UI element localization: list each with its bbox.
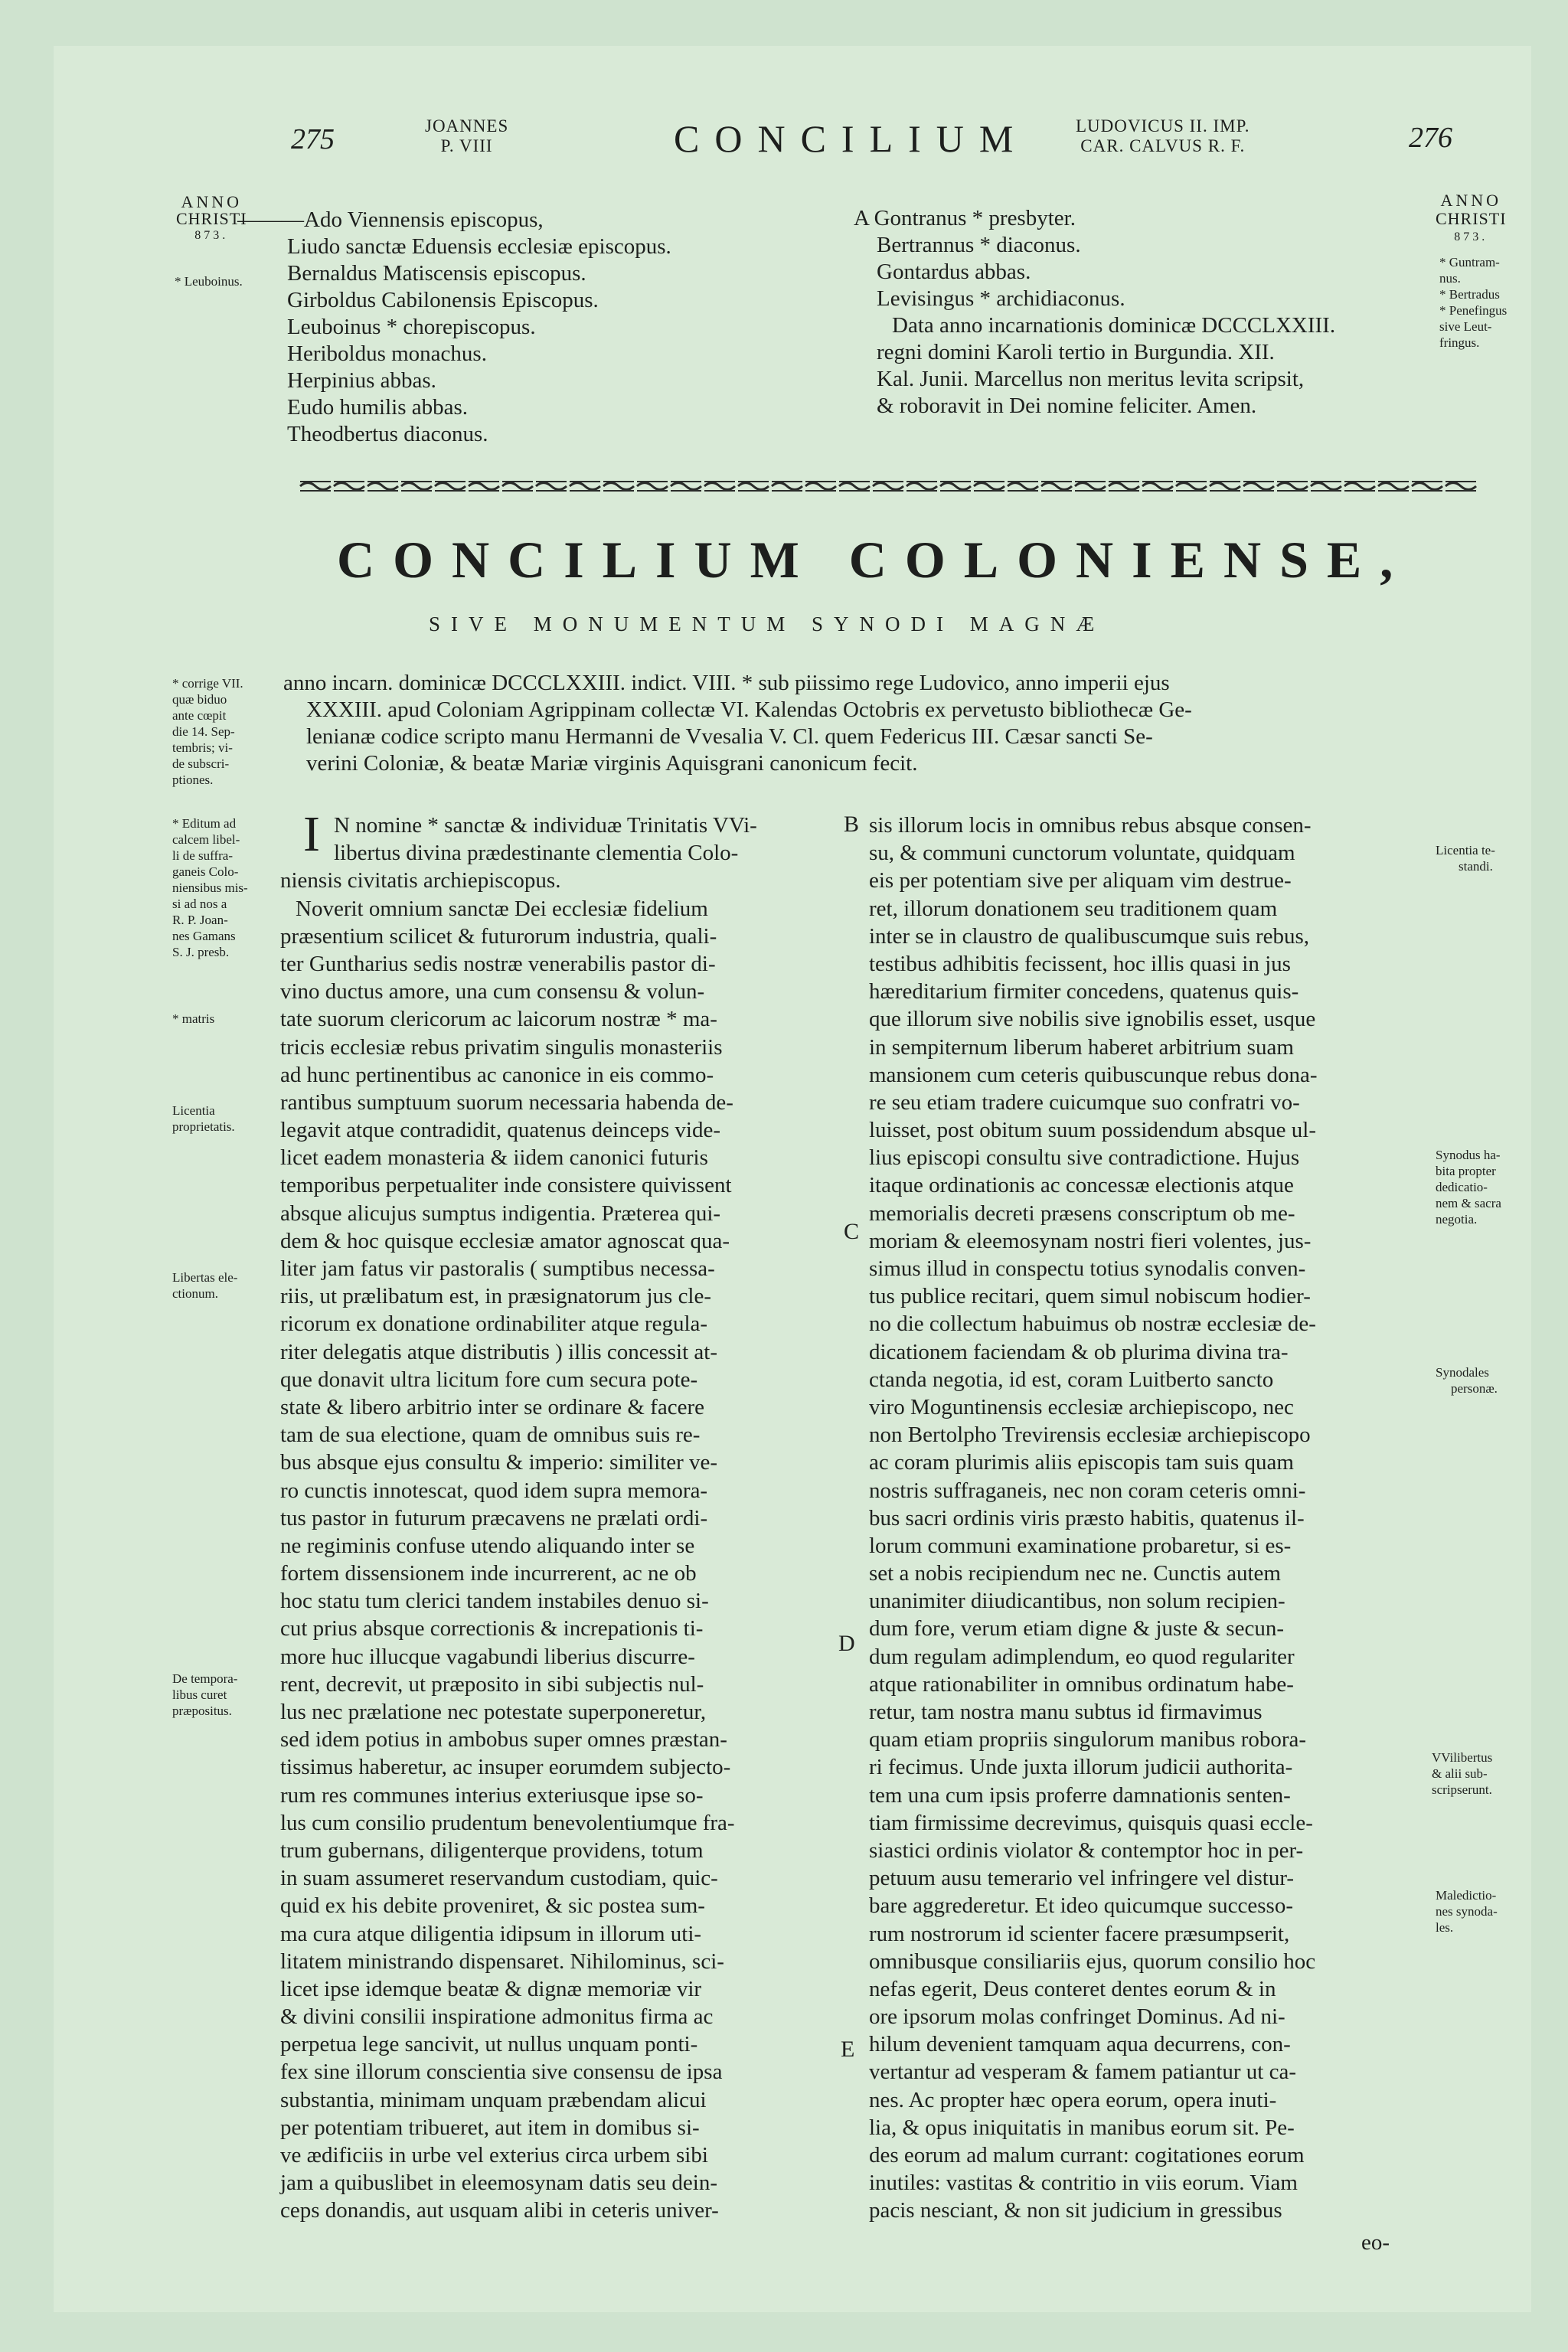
intro-line: verini Coloniæ, & beatæ Mariæ virginis Aquisgrani canonicum fecit. [306, 751, 918, 776]
signatory-line: Theodbertus diaconus. [287, 422, 488, 446]
note-line: dedicatio- [1436, 1180, 1488, 1194]
anno-left-3: 873. [194, 229, 229, 242]
margin-note-licentia-proprietatis [172, 1102, 235, 1135]
page-sheet [54, 46, 1531, 2312]
body-line: riter delegatis atque distributis ) illis concessit at- [280, 1339, 717, 1364]
running-head-left-line-1: JOANNES [425, 116, 509, 136]
margin-note-editum [172, 815, 248, 960]
body-line: vino ductus amore, una cum consensu & volun- [280, 979, 705, 1004]
body-line: ve ædificiis in urbe vel exterius circa urbem sibi [280, 2143, 708, 2167]
margin-note-de-temporalibus [172, 1671, 237, 1719]
body-line: lius episcopi consultu sive contradictione. Hujus [869, 1145, 1300, 1171]
note-line: ante cœpit [172, 708, 227, 723]
body-line: tam de sua electione, quam de omnibus suis re- [280, 1423, 701, 1448]
note-line: si ad nos a [172, 897, 227, 911]
body-line: ceps donandis, aut usquam alibi in ceteris univer- [280, 2198, 719, 2223]
body-line: in sempiternum liberum haberet arbitrium suam [869, 1034, 1294, 1060]
body-line: tiam firmissime decrevimus, quisquis quasi eccle- [869, 1810, 1313, 1835]
running-head-left-line-2: P. VIII [440, 136, 493, 155]
signatory-line: Bernaldus Matiscensis episcopus. [287, 261, 586, 286]
body-line: eis per potentiam sive per aliquam vim destrue- [869, 868, 1292, 893]
body-line: ricorum ex donatione ordinabiliter atque regula- [280, 1312, 708, 1337]
note-line: * Editum ad [172, 816, 237, 831]
dating-line: & roboravit in Dei nomine feliciter. Amen. [877, 394, 1257, 418]
body-line: rum nostrorum id scienter facere præsumpserit, [869, 1921, 1290, 1946]
anno-right-1: ANNO [1440, 191, 1502, 210]
signatory-line: Gontardus abbas. [877, 260, 1031, 284]
body-line: atque rationabiliter in omnibus ordinatum habe- [869, 1671, 1294, 1697]
body-line: dicationem faciendam & ob plurima divina tra- [869, 1339, 1289, 1364]
body-line: moriam & eleemosynam nostri fieri volentes, jus- [869, 1228, 1312, 1253]
intro-line: XXXIII. apud Coloniam Agrippinam collectæ VI. Kalendas Octobris ex pervetusto bibliothecæ Ge- [306, 697, 1192, 722]
note-line: Libertas ele- [172, 1270, 238, 1285]
body-line: pacis nesciant, & non sit judicium in gressibus [869, 2198, 1282, 2223]
note-line: nem & sacra [1436, 1196, 1501, 1210]
body-line: riis, ut prælibatum est, in præsignatorum jus cle- [280, 1284, 712, 1309]
body-line: cut prius absque correctionis & increpationis ti- [280, 1616, 704, 1642]
signatory-line: Leuboinus * chorepiscopus. [287, 315, 536, 339]
body-line: su, & communi cunctorum voluntate, quidquam [869, 841, 1295, 866]
signatory-line: Girboldus Cabilonensis Episcopus. [287, 288, 599, 312]
note-line: ptiones. [172, 773, 214, 787]
body-line: ri fecimus. Unde juxta illorum judicii authorita- [869, 1755, 1293, 1780]
body-line: jam a quibuslibet in eleemosynam datis seu dein- [280, 2171, 718, 2196]
note-line: Synodales [1436, 1365, 1489, 1380]
body-line: re seu etiam tradere cuicumque suo confratri vo- [869, 1089, 1300, 1115]
body-line: more huc illucque vagabundi liberius discurre- [280, 1644, 695, 1669]
body-line: viro Moguntinensis ecclesiæ archiepiscopo, nec [869, 1394, 1294, 1419]
note-line: scripserunt. [1432, 1782, 1492, 1797]
body-line: niensis civitatis archiepiscopus. [280, 868, 561, 893]
intro-paragraph [283, 670, 1192, 777]
note-line: S. J. presb. [172, 945, 230, 959]
body-line: dem & hoc quisque ecclesiæ amator agnoscat qua- [280, 1228, 730, 1253]
signatory-line: Herpinius abbas. [287, 368, 436, 393]
running-title: CONCILIUM [674, 117, 1029, 160]
signatories-left [237, 207, 671, 448]
page-number-left: 275 [291, 123, 335, 155]
body-line: tissimus haberetur, ac insuper eorumdem subjecto- [280, 1755, 731, 1780]
body-line: Noverit omnium sanctæ Dei ecclesiæ fidelium [296, 896, 708, 921]
ornamental-rule [299, 479, 1478, 494]
margin-note-libertas-electionum [172, 1269, 237, 1302]
margin-note-maledictiones [1436, 1887, 1498, 1936]
section-letter-d: D [838, 1631, 855, 1656]
body-line: ter Guntharius sedis nostræ venerabilis pastor di- [280, 951, 716, 976]
note-line: & alii sub- [1432, 1766, 1488, 1781]
body-line: quam etiam propriis singulorum manibus robora- [869, 1727, 1307, 1753]
body-line: ro cunctis innotescat, quod idem supra memora- [280, 1478, 708, 1503]
body-line: state & libero arbitrio inter se ordinare & facere [280, 1394, 704, 1419]
body-line: lia, & opus iniquitatis in manibus eorum sit. Pe- [869, 2115, 1295, 2140]
running-head-right [1076, 116, 1250, 156]
note-line: de subscri- [172, 756, 230, 771]
body-line: simus illud in conspectu totius synodalis conven- [869, 1256, 1306, 1281]
note-line: ganeis Colo- [172, 864, 239, 879]
document-subtitle: SIVE MONUMENTUM SYNODI MAGNÆ [429, 612, 1106, 635]
margin-note-vvilibertus [1432, 1749, 1492, 1798]
note-line: niensibus mis- [172, 880, 248, 895]
note-line: personæ. [1451, 1381, 1498, 1396]
note-line: die 14. Sep- [172, 724, 235, 739]
body-line: temporibus perpetualiter inde consistere quivissent [280, 1173, 732, 1198]
body-line: tem una cum ipsis proferre damnationis senten- [869, 1782, 1291, 1808]
body-line: ore ipsorum molas confringet Dominus. Ad ni- [869, 2004, 1285, 2030]
body-line: que illorum sive nobilis sive ignobilis esset, usque [869, 1007, 1316, 1032]
running-head-left [425, 116, 508, 156]
body-line: ret, illorum donationem seu traditionem quam [869, 896, 1278, 921]
body-line: fortem dissensionem inde incurrerent, ac ne ob [280, 1561, 697, 1586]
anno-left-1: ANNO [181, 192, 243, 211]
body-line: que donavit ultra licitum fore cum secura pote- [280, 1367, 698, 1392]
body-line: ne regiminis confuse utendo aliquando inter se [280, 1533, 695, 1558]
body-line: lorum communi examinatione probaretur, si es- [869, 1533, 1292, 1558]
body-line: litatem ministrando dispensaret. Nihilominus, sci- [280, 1949, 724, 1974]
margin-note-synodus [1436, 1147, 1501, 1227]
body-line: petuum ausu temerario vel infringere vel distur- [869, 1866, 1295, 1891]
signatory-line: A Gontranus * presbyter. [854, 206, 1076, 230]
body-line: trum gubernans, diligenterque providens, totum [280, 1838, 704, 1863]
note-line: proprietatis. [172, 1119, 235, 1134]
body-line: rent, decrevit, ut præposito in sibi subjectis nul- [280, 1671, 704, 1697]
anno-christi-left [176, 194, 247, 244]
body-line: inutiles: vastitas & contritio in viis eorum. Viam [869, 2171, 1298, 2196]
margin-note-matris: * matris [172, 1011, 215, 1026]
body-line: substantia, minimam unquam præbendam alicui [280, 2087, 707, 2112]
note-line: li de suffra- [172, 848, 233, 863]
margin-note-synodales [1436, 1364, 1498, 1396]
body-line: hæreditarium firmiter concedens, quatenus quis- [869, 979, 1299, 1004]
drop-initial: I [303, 806, 320, 862]
note-line: Synodus ha- [1436, 1148, 1501, 1162]
note-line: * corrige VII. [172, 676, 243, 691]
body-line: vertantur ad vesperam & famem patiantur ut ca- [869, 2060, 1297, 2085]
note-line: Licentia [172, 1103, 215, 1118]
body-line: dum regulam adimplendum, eo quod regulariter [869, 1644, 1295, 1669]
signatories-right [854, 205, 1336, 420]
note-right-3: * Bertradus [1439, 287, 1500, 302]
body-line: bare aggrederetur. Et ideo quicumque successo- [869, 1893, 1294, 1919]
note-line: præpositus. [172, 1704, 232, 1718]
body-line: perpetua lege sancivit, ut nullus unquam ponti- [280, 2032, 698, 2057]
signatory-line: Levisingus * archidiaconus. [877, 286, 1125, 311]
body-line: N nomine * sanctæ & individuæ Trinitatis VVi- [334, 813, 757, 838]
margin-note-corrige [172, 675, 243, 788]
body-line: tate suorum clericorum ac laicorum nostræ * ma- [280, 1007, 717, 1032]
body-line: des eorum ad malum currant: cogitationes eorum [869, 2143, 1305, 2167]
body-line: luisset, post obitum suum possidendum absque ul- [869, 1118, 1317, 1143]
dating-line: regni domini Karoli tertio in Burgundia. XII. [877, 340, 1275, 364]
body-line: libertus divina prædestinante clementia Colo- [334, 841, 739, 866]
note-line: quæ biduo [172, 692, 227, 707]
body-line: ctanda negotia, id est, coram Luitberto sancto [869, 1367, 1274, 1392]
body-line: ma cura atque diligentia idipsum in illorum uti- [280, 1921, 702, 1946]
body-line: nostris suffraganeis, nec non coram ceteris omni- [869, 1478, 1306, 1503]
margin-notes-top-right [1439, 254, 1507, 351]
body-line: liter jam fatus vir pastoralis ( sumptibus necessa- [280, 1256, 715, 1281]
body-line: hilum devenient tamquam aqua decurrens, con- [869, 2032, 1291, 2057]
body-column-right [869, 812, 1436, 2225]
body-line: set a nobis recipiendum nec ne. Cunctis autem [869, 1561, 1281, 1586]
body-line: præsentium scilicet & futurorum industria, quali- [280, 923, 717, 949]
page-number-right: 276 [1409, 122, 1452, 154]
note-line: ctionum. [172, 1286, 218, 1301]
note-line: nes Gamans [172, 929, 236, 943]
body-line: rantibus sumptuum suorum necessaria habenda de- [280, 1089, 733, 1115]
body-line: fex sine illorum conscientia sive consensu de ipsa [280, 2060, 723, 2085]
note-line: calcem libel- [172, 832, 240, 847]
body-line: non Bertolpho Trevirensis ecclesiæ archiepiscopo [869, 1423, 1311, 1448]
body-line: no die collectum habuimus ob nostræ ecclesiæ de- [869, 1312, 1316, 1337]
note-line: libus curet [172, 1687, 227, 1702]
body-line: licet ipse idemque beatæ & dignæ memoriæ vir [280, 1976, 702, 2001]
body-line: absque alicujus sumptus indigentia. Præterea qui- [280, 1200, 721, 1226]
body-line: sis illorum locis in omnibus rebus absque consen- [869, 813, 1312, 838]
note-line: R. P. Joan- [172, 913, 228, 927]
note-line: standi. [1459, 859, 1493, 874]
note-right-5: sive Leut- [1439, 319, 1492, 334]
body-line: lus nec prælatione nec potestate superponeretur, [280, 1700, 707, 1724]
body-line: testibus adhibitis fecissent, hoc illis quasi in jus [869, 951, 1291, 976]
body-line: in suam assumeret reservandum custodiam, quic- [280, 1866, 718, 1891]
signatory-line: Eudo humilis abbas. [287, 395, 469, 420]
body-line: inter se in claustro de qualibuscumque suis rebus, [869, 923, 1310, 949]
note-right-1: * Guntram- [1439, 255, 1500, 270]
note-line: VVilibertus [1432, 1750, 1493, 1765]
margin-note-leuboinus: * Leuboinus. [175, 274, 243, 289]
body-line: quid ex his debite proveniret, & sic postea sum- [280, 1893, 705, 1919]
note-line: les. [1436, 1920, 1454, 1935]
note-line: negotia. [1436, 1212, 1478, 1227]
note-right-6: fringus. [1439, 335, 1480, 350]
section-letter-b: B [844, 812, 860, 837]
body-line: siastici ordinis violator & contemptor hoc in per- [869, 1838, 1304, 1863]
document-title: CONCILIUM COLONIENSE, [337, 531, 1412, 589]
anno-right-2: CHRISTI [1436, 209, 1507, 228]
note-right-2: nus. [1439, 271, 1461, 286]
signatory-line: Bertrannus * diaconus. [877, 233, 1081, 257]
anno-left-2: CHRISTI [176, 209, 247, 228]
signatory-line: Heriboldus monachus. [287, 341, 487, 366]
anno-christi-right [1436, 191, 1507, 247]
body-line: sed idem potius in ambobus super omnes præstan- [280, 1727, 727, 1753]
body-line: omnibusque consiliariis ejus, quorum consilio hoc [869, 1949, 1316, 1974]
note-line: tembris; vi- [172, 740, 233, 755]
body-line: tus pastor in futurum præcavens ne prælati ordi- [280, 1505, 708, 1530]
body-line: ac coram plurimis aliis episcopis tam suis quam [869, 1450, 1294, 1475]
dating-line: Kal. Junii. Marcellus non meritus levita scripsit, [877, 367, 1305, 391]
running-head-right-line-2: CAR. CALVUS R. F. [1080, 136, 1246, 155]
running-head-right-line-1: LUDOVICUS II. IMP. [1076, 116, 1250, 136]
body-line: rum res communes interius exteriusque ipse so- [280, 1782, 704, 1808]
body-line: legavit atque contradidit, quatenus deinceps vide- [280, 1118, 720, 1143]
body-line: unanimiter diiudicantibus, non solum recipien- [869, 1589, 1285, 1614]
body-line: bus absque ejus consultu & imperio: similiter ve- [280, 1450, 718, 1475]
note-line: Licentia te- [1436, 843, 1495, 858]
body-line: bus sacri ordinis viris præsto habitis, quatenus il- [869, 1505, 1305, 1530]
note-line: bita propter [1436, 1164, 1496, 1178]
body-column-left [280, 806, 847, 2225]
signatory-line: ———Ado Viennensis episcopus, [237, 207, 544, 232]
ornament-border [299, 479, 1478, 494]
body-line: tus publice recitari, quem simul nobiscum hodier- [869, 1284, 1311, 1309]
intro-line: lenianæ codice scripto manu Hermanni de Vvesalia V. Cl. quem Federicus III. Cæsar sancti Se- [306, 724, 1153, 749]
body-line: hoc statu tum clerici tandem instabiles denuo si- [280, 1589, 709, 1614]
body-line: tricis ecclesiæ rebus privatim singulis monasteriis [280, 1034, 723, 1060]
body-line: mansionem cum ceteris quibuscunque rebus dona- [869, 1062, 1318, 1087]
body-line: licet eadem monasteria & iidem canonici futuris [280, 1145, 708, 1171]
body-line: per potentiam tribueret, aut item in domibus si- [280, 2115, 700, 2140]
note-line: nes synoda- [1436, 1904, 1498, 1919]
section-letter-e: E [841, 2037, 855, 2062]
catchword: eo- [1361, 2230, 1390, 2255]
intro-line: anno incarn. dominicæ DCCCLXXIII. indict. VIII. * sub piissimo rege Ludovico, anno imperii ejus [283, 671, 1170, 695]
anno-right-3: 873. [1454, 230, 1488, 243]
body-line: itaque ordinationis ac concessæ electionis atque [869, 1173, 1294, 1198]
margin-note-licentia-testandi [1436, 842, 1495, 874]
body-line: & divini consilii inspiratione admonitus firma ac [280, 2004, 714, 2030]
body-line: retur, tam nostra manu subtus id firmavimus [869, 1700, 1263, 1724]
signatory-line: Liudo sanctæ Eduensis ecclesiæ episcopus. [287, 234, 671, 259]
body-line: ad hunc pertinentibus ac canonice in eis commo- [280, 1062, 714, 1087]
body-line: dum fore, verum etiam digne & juste & secun- [869, 1616, 1284, 1642]
body-line: nes. Ac propter hæc opera eorum, opera inuti- [869, 2087, 1277, 2112]
note-right-4: * Penefingus [1439, 303, 1508, 318]
body-line: lus cum consilio prudentum benevolentiumque fra- [280, 1810, 735, 1835]
note-line: Maledictio- [1436, 1888, 1497, 1903]
body-line: nefas egerit, Deus conteret dentes eorum & in [869, 1976, 1276, 2001]
body-line: memorialis decreti præsens conscriptum ob me- [869, 1200, 1295, 1226]
dating-line: Data anno incarnationis dominicæ DCCCLXXIII. [892, 313, 1336, 338]
section-letter-c: C [844, 1219, 860, 1244]
note-line: De tempora- [172, 1671, 238, 1686]
